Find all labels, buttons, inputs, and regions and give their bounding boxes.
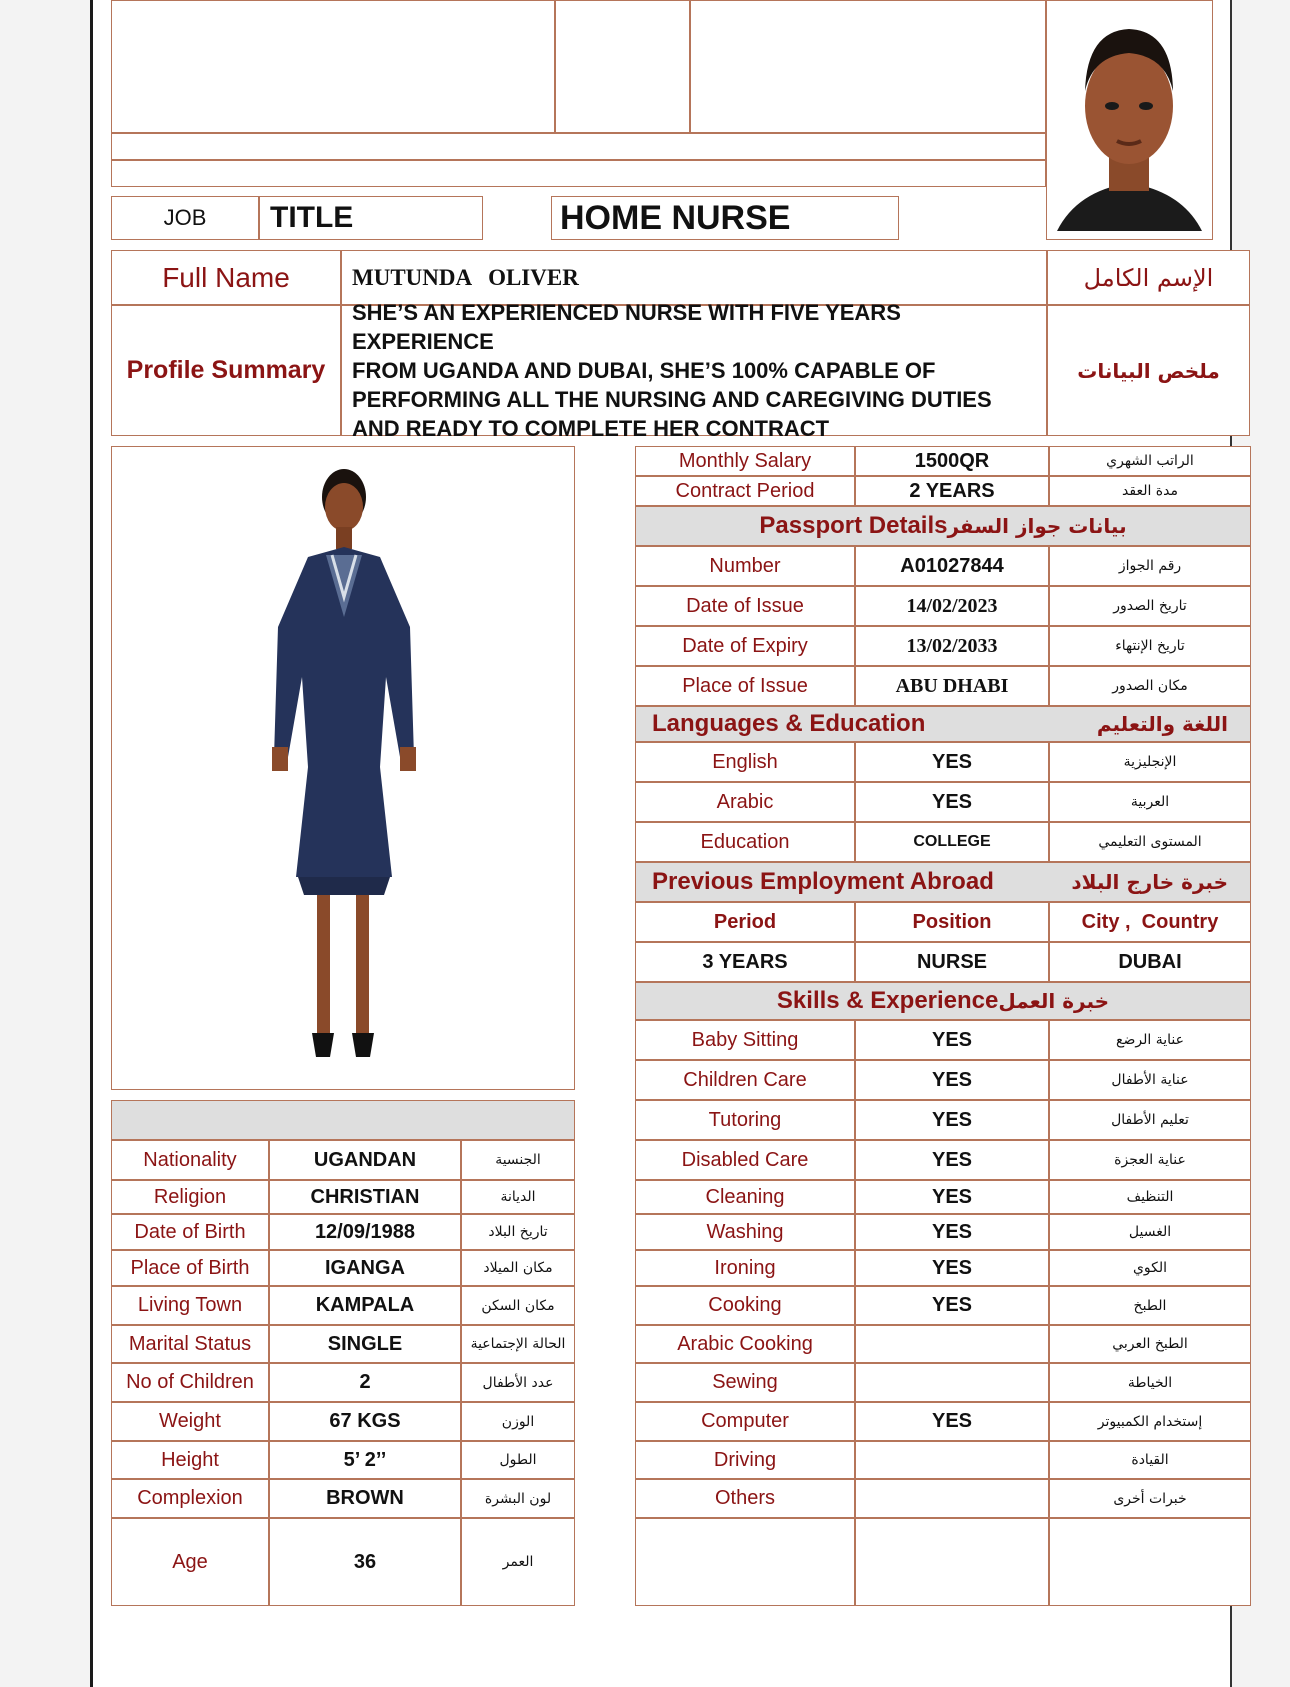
employment-city-value: DUBAI [1049,942,1251,982]
profile-summary-label-ar: ملخص البيانات [1047,305,1250,436]
personal-label: Complexion [111,1479,269,1518]
personal-label: Age [111,1518,269,1606]
skill-label: Others [635,1479,855,1518]
skill-label-ar: خبرات أخرى [1049,1479,1251,1518]
languages-header-label: Languages & Education [652,710,926,737]
passport-field-value: ABU DHABI [855,666,1049,706]
skill-label-ar: الغسيل [1049,1214,1251,1250]
personal-label-ar: عدد الأطفال [461,1363,575,1402]
full-name-label-ar: الإسم الكامل [1047,250,1250,305]
personal-label-ar: الوزن [461,1402,575,1441]
headshot-photo-frame [1046,0,1213,240]
profile-summary-label: Profile Summary [111,305,341,436]
passport-field-value: 13/02/2033 [855,626,1049,666]
skill-label-ar: الكوي [1049,1250,1251,1286]
skill-label: Disabled Care [635,1140,855,1180]
language-label: Education [635,822,855,862]
contract-period-label-ar: مدة العقد [1049,476,1251,506]
profile-line: AND READY TO COMPLETE HER CONTRACT [352,416,830,441]
passport-field-label-ar: تاريخ الإنتهاء [1049,626,1251,666]
passport-header-label: Passport Details [759,512,948,539]
skill-value: YES [855,1286,1049,1325]
skill-label: Washing [635,1214,855,1250]
skill-label: Baby Sitting [635,1020,855,1060]
personal-value: KAMPALA [269,1286,461,1325]
skill-label-ar: الخياطة [1049,1363,1251,1402]
personal-value: 5’ 2’’ [269,1441,461,1479]
top-empty-cell-2 [555,0,690,133]
employment-header-label: Previous Employment Abroad [652,868,994,895]
personal-label: Living Town [111,1286,269,1325]
profile-line: FROM UGANDA AND DUBAI, SHE’S 100% CAPABLE OF [352,358,936,383]
skill-label-ar: الطبخ [1049,1286,1251,1325]
personal-value: BROWN [269,1479,461,1518]
employment-period-value: 3 YEARS [635,942,855,982]
personal-label: Marital Status [111,1325,269,1363]
language-label: English [635,742,855,782]
languages-header-label-ar: اللغة والتعليم [1096,712,1228,736]
skill-label: Computer [635,1402,855,1441]
profile-line: SHE’S AN EXPERIENCED NURSE WITH FIVE YEARS EXPERIENCE [352,300,901,354]
skills-empty-cell [635,1518,855,1606]
skill-label: Cooking [635,1286,855,1325]
passport-field-label: Number [635,546,855,586]
title-label: TITLE [259,196,483,240]
skill-label: Sewing [635,1363,855,1402]
employment-position-value: NURSE [855,942,1049,982]
language-value: YES [855,742,1049,782]
skill-value [855,1441,1049,1479]
skill-label: Cleaning [635,1180,855,1214]
personal-label-ar: الحالة الإجتماعية [461,1325,575,1363]
personal-value: 12/09/1988 [269,1214,461,1250]
skill-label: Tutoring [635,1100,855,1140]
full-name-value: MUTUNDA OLIVER [341,250,1047,305]
top-empty-row-1 [111,133,1046,160]
skill-value: YES [855,1060,1049,1100]
skill-value [855,1325,1049,1363]
language-label-ar: الإنجليزية [1049,742,1251,782]
profile-summary-text [341,300,1047,441]
personal-label-ar: الجنسية [461,1140,575,1180]
personal-label: Religion [111,1180,269,1214]
salary-label-ar: الراتب الشهري [1049,446,1251,476]
skill-label: Ironing [635,1250,855,1286]
full-body-photo-frame [111,446,575,1090]
personal-value: 2 [269,1363,461,1402]
cv-page [90,0,1232,1687]
personal-value: CHRISTIAN [269,1180,461,1214]
passport-field-label: Place of Issue [635,666,855,706]
passport-field-value: 14/02/2023 [855,586,1049,626]
passport-field-label-ar: تاريخ الصدور [1049,586,1251,626]
full-body-photo [112,447,574,1089]
employment-col-city-country: City , Country [1049,902,1251,942]
passport-field-label: Date of Issue [635,586,855,626]
language-label-ar: المستوى التعليمي [1049,822,1251,862]
skill-label-ar: القيادة [1049,1441,1251,1479]
skill-value: YES [855,1250,1049,1286]
full-name-label: Full Name [111,250,341,305]
headshot-photo [1047,1,1212,239]
personal-label: No of Children [111,1363,269,1402]
passport-header [635,506,1251,546]
skills-header [635,982,1251,1020]
salary-value: 1500QR [855,446,1049,476]
personal-label: Nationality [111,1140,269,1180]
skill-label-ar: إستخدام الكمبيوتر [1049,1402,1251,1441]
skill-value: YES [855,1100,1049,1140]
passport-field-value: A01027844 [855,546,1049,586]
passport-field-label: Date of Expiry [635,626,855,666]
personal-label: Height [111,1441,269,1479]
skill-label-ar: التنظيف [1049,1180,1251,1214]
personal-value: UGANDAN [269,1140,461,1180]
passport-header-label-ar: بيانات جواز السفر [947,514,1127,538]
skill-value: YES [855,1140,1049,1180]
skills-header-label-ar: خبرة العمل [998,989,1110,1013]
skill-label-ar: تعليم الأطفال [1049,1100,1251,1140]
personal-value: 36 [269,1518,461,1606]
skill-label: Children Care [635,1060,855,1100]
skill-label-ar: عناية الرضع [1049,1020,1251,1060]
personal-label-ar: الديانة [461,1180,575,1214]
personal-value: 67 KGS [269,1402,461,1441]
skill-label-ar: عناية العجزة [1049,1140,1251,1180]
language-label: Arabic [635,782,855,822]
skill-value [855,1479,1049,1518]
personal-label: Place of Birth [111,1250,269,1286]
skill-value: YES [855,1180,1049,1214]
job-label: JOB [111,196,259,240]
skill-value: YES [855,1020,1049,1060]
contract-period-value: 2 YEARS [855,476,1049,506]
language-value: YES [855,782,1049,822]
employment-header [635,862,1251,902]
skill-value: YES [855,1214,1049,1250]
passport-field-label-ar: مكان الصدور [1049,666,1251,706]
employment-col-period: Period [635,902,855,942]
personal-label: Date of Birth [111,1214,269,1250]
top-empty-row-2 [111,160,1046,187]
language-label-ar: العربية [1049,782,1251,822]
salary-label: Monthly Salary [635,446,855,476]
personal-label: Weight [111,1402,269,1441]
personal-label-ar: العمر [461,1518,575,1606]
skill-label-ar: الطبخ العربي [1049,1325,1251,1363]
skill-value: YES [855,1402,1049,1441]
personal-label-ar: مكان السكن [461,1286,575,1325]
top-empty-cell-3 [690,0,1046,133]
personal-label-ar: مكان الميلاد [461,1250,575,1286]
top-empty-cell-1 [111,0,555,133]
languages-header [635,706,1251,742]
profile-line: PERFORMING ALL THE NURSING AND CAREGIVING DUTIES [352,387,992,412]
language-value: COLLEGE [855,822,1049,862]
personal-header-bar [111,1100,575,1140]
skill-label-ar: عناية الأطفال [1049,1060,1251,1100]
skills-empty-cell [1049,1518,1251,1606]
skill-label: Arabic Cooking [635,1325,855,1363]
personal-value: IGANGA [269,1250,461,1286]
personal-label-ar: الطول [461,1441,575,1479]
personal-value: SINGLE [269,1325,461,1363]
employment-col-position: Position [855,902,1049,942]
employment-header-label-ar: خبرة خارج البلاد [1071,870,1228,894]
job-title-value: HOME NURSE [551,196,899,240]
skill-value [855,1363,1049,1402]
personal-label-ar: لون البشرة [461,1479,575,1518]
skills-header-label: Skills & Experience [776,987,999,1014]
skills-empty-cell [855,1518,1049,1606]
passport-field-label-ar: رقم الجواز [1049,546,1251,586]
personal-label-ar: تاريخ البلاد [461,1214,575,1250]
contract-period-label: Contract Period [635,476,855,506]
skill-label: Driving [635,1441,855,1479]
